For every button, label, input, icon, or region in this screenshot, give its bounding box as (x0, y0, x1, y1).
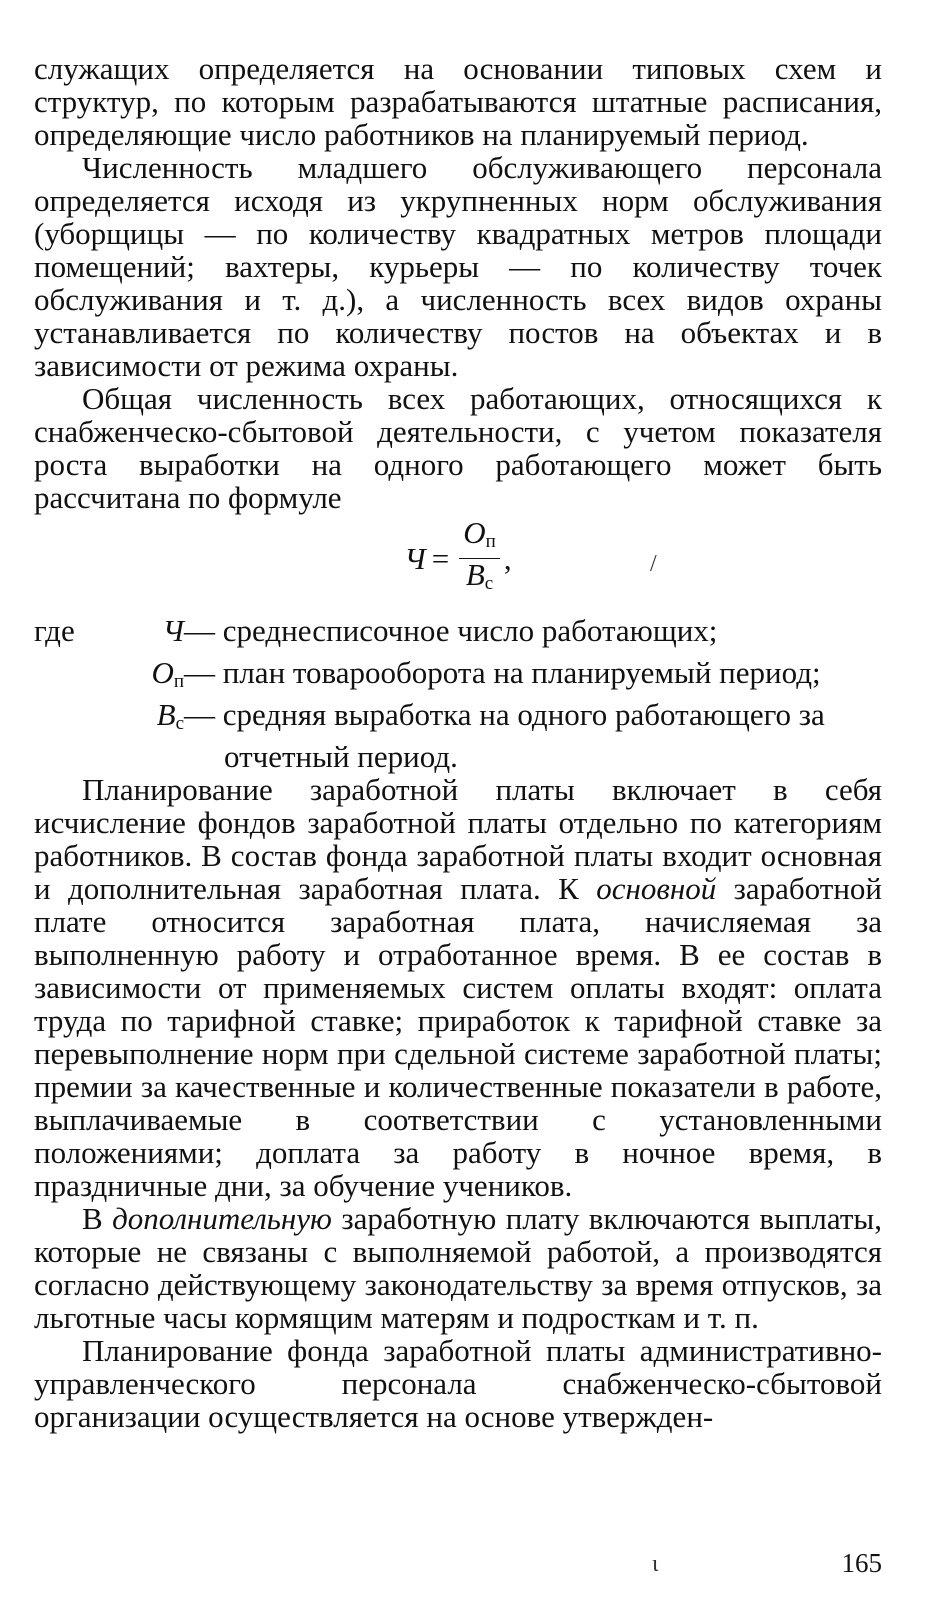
formula-trailing-comma: , (503, 540, 512, 576)
definition-row (34, 656, 882, 698)
definitions-list (34, 614, 882, 773)
page-body (34, 52, 882, 1433)
formula-denominator (462, 556, 497, 600)
definition-symbol (112, 656, 184, 698)
definition-symbol-main: Ч (162, 613, 184, 648)
formula-lhs: Ч (404, 540, 426, 576)
definition-text: — средняя выработка на одного работающего за (184, 697, 825, 732)
definition-symbol-main: В (156, 697, 176, 732)
definition-text: — план товарооборота на планируемый период; (184, 655, 821, 690)
definition-text: — среднесписочное число работающих; (184, 613, 718, 648)
definition-continuation: отчетный период. (224, 739, 458, 774)
definition-symbol (112, 698, 184, 740)
formula-fraction (459, 514, 500, 600)
formula-numerator (459, 514, 500, 559)
definitions-lead: где (34, 613, 75, 648)
stray-scan-mark: ι (652, 1551, 659, 1577)
stray-scan-mark: / (650, 551, 657, 577)
paragraph-4-text-a: Планирование заработной платы включает в себя исчисление фондов заработной платы отдельно по категориям работников. В состав фонда заработной платы входит основная и дополнительная заработная плата. К (34, 772, 882, 906)
denominator-subscript: с (484, 572, 494, 594)
paragraph-5-text-b: заработную плату включаются выплаты, которые не связаны с выполняемой работой, а производятся согласно действующему законодательству за время отпусков, за льготные часы кормящим матерям и подросткам и т. п. (34, 1201, 882, 1335)
paragraph-5-emphasis: дополнительную (112, 1201, 332, 1236)
paragraph-3: Общая численность всех работающих, относящихся к снабженческо-сбытовой деятельности, с учетом показателя роста выработки на одного работающего может быть рассчитана по формуле (34, 381, 882, 515)
paragraph-4 (34, 773, 882, 1202)
definition-symbol-sub: п (173, 671, 184, 692)
denominator-symbol: В (465, 556, 485, 592)
paragraph-4-text-b: заработной плате относится заработная плата, начисляемая за выполненную работу и отработанное время. В ее состав в зависимости от применяемых систем оплаты входят: оплата труда по тарифной ставке; приработок к тарифной ставке за перевыполнение норм при сдельной системе заработной платы; премии за качественные и количественные показатели в работе, выплачиваемые в соответствии с установленными положениями; доплата за работу в ночное время, в праздничные дни, за обучение учеников. (34, 871, 882, 1203)
numerator-subscript: п (485, 530, 496, 552)
definition-row (34, 698, 882, 740)
paragraph-5 (34, 1202, 882, 1334)
formula-equals: = (431, 540, 450, 576)
definition-row (34, 614, 882, 656)
formula (34, 514, 882, 602)
paragraph-2: Численность младшего обслуживающего персонала определяется исходя из укрупненных норм обслуживания (уборщицы — по количеству квадратных метров площади помещений; вахтеры, курьеры — по количеству точек обслуживания и т. д.), а численность всех видов охраны устанавливается по количеству постов на объектах и в зависимости от режима охраны. (34, 150, 882, 383)
paragraph-6: Планирование фонда заработной платы административно-управленческого персонала снабженческо-сбытовой организации осуществляется на основе утвержден- (34, 1333, 882, 1434)
paragraph-1: служащих определяется на основании типовых схем и структур, по которым разрабатываются штатные расписания, определяющие число работников на планируемый период. (34, 51, 882, 152)
definition-symbol (112, 614, 184, 656)
definition-symbol-main: О (151, 655, 174, 690)
paragraph-5-text-a: В (82, 1201, 103, 1236)
paragraph-4-emphasis: основной (596, 871, 717, 906)
numerator-symbol: О (463, 514, 486, 550)
definition-symbol-sub: с (175, 713, 184, 734)
page-number: 165 (841, 1548, 882, 1578)
